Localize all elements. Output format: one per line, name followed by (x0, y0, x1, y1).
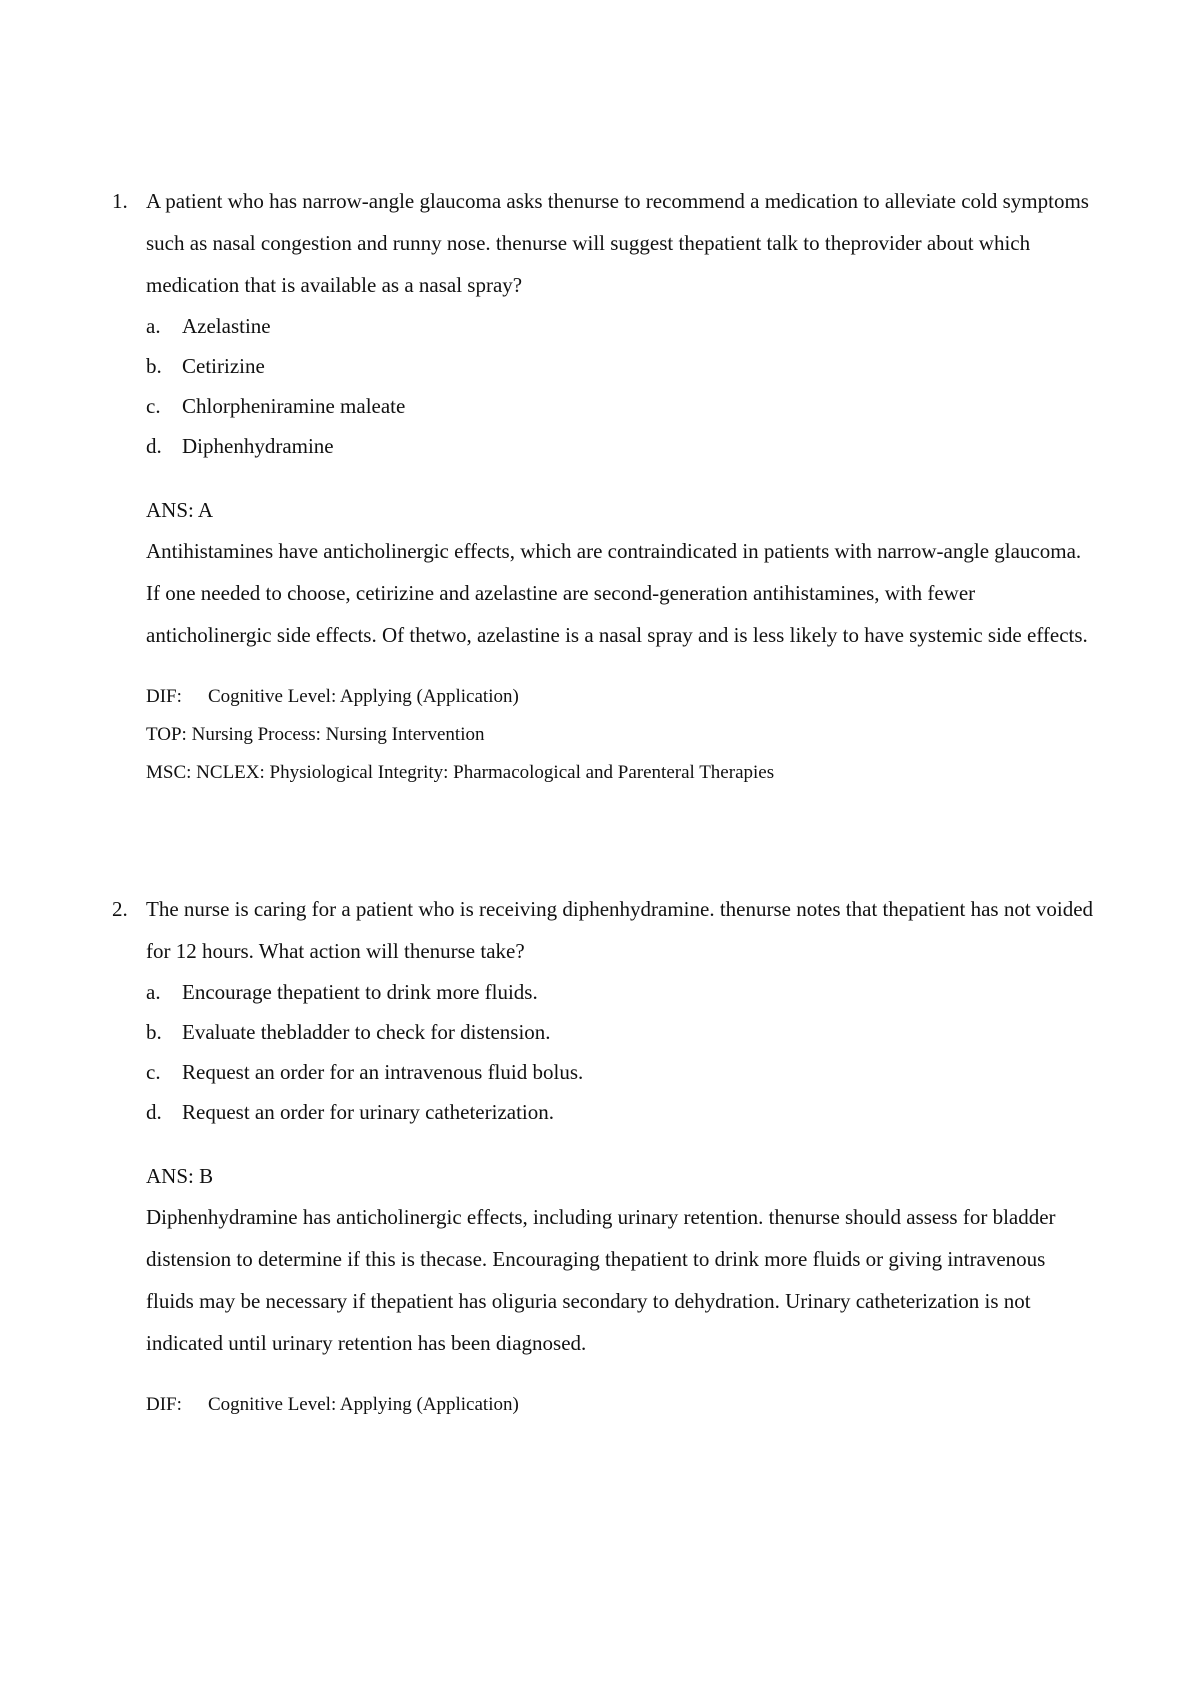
option-c (146, 1052, 1102, 1092)
question-number: 1. (112, 189, 128, 213)
question-stem (112, 180, 1102, 306)
rationale: Antihistamines have anticholinergic effects, which are contraindicated in patients with narrow-angle glaucoma. If one needed to choose, cetirizine and azelastine are second-generation antihistamines, with fewer anticholinergic side effects. Of thetwo, azelastine is a nasal spray and is less likely to have systemic side effects. (146, 539, 1088, 647)
question-text: The nurse is caring for a patient who is receiving diphenhydramine. thenurse notes that thepatient has not voided for 12 hours. What action will thenurse take? (146, 897, 1094, 963)
question-1 (112, 180, 1102, 792)
answer-block (112, 1156, 1102, 1364)
option-text: Diphenhydramine (182, 434, 334, 458)
option-letter: d. (146, 1100, 162, 1124)
topic-label: TOP: (146, 724, 187, 745)
option-letter: a. (146, 314, 161, 338)
option-text: Evaluate thebladder to check for distension. (182, 1020, 551, 1044)
answer-key: ANS: A (146, 498, 214, 522)
option-b (146, 1012, 1102, 1052)
answer-options (112, 306, 1102, 466)
option-d (146, 426, 1102, 466)
question-stem (112, 888, 1102, 972)
difficulty-label: DIF: (146, 1394, 182, 1415)
topic-row (146, 716, 1102, 754)
question-number: 2. (112, 897, 128, 921)
option-a (146, 306, 1102, 346)
topic-value: Nursing Process: Nursing Intervention (191, 724, 485, 745)
option-a (146, 972, 1102, 1012)
answer-key: ANS: B (146, 1164, 214, 1188)
option-b (146, 346, 1102, 386)
option-letter: b. (146, 1020, 162, 1044)
rationale: Diphenhydramine has anticholinergic effects, including urinary retention. thenurse should assess for bladder distension to determine if this is thecase. Encouraging thepatient to drink more fluids or giving intravenous fluids may be necessary if thepatient has oliguria secondary to dehydration. Urinary catheterization is not indicated until urinary retention has been diagnosed. (146, 1205, 1056, 1355)
option-letter: c. (146, 1060, 161, 1084)
difficulty-row (146, 1386, 1102, 1424)
difficulty-row (146, 678, 1102, 716)
difficulty-value: Cognitive Level: Applying (Application) (208, 1394, 519, 1415)
answer-block (112, 490, 1102, 656)
question-2 (112, 888, 1102, 1424)
metadata (112, 1386, 1102, 1424)
option-text: Encourage thepatient to drink more fluids. (182, 980, 538, 1004)
option-text: Azelastine (182, 314, 271, 338)
difficulty-label: DIF: (146, 686, 182, 707)
msc-label: MSC: (146, 762, 192, 783)
option-c (146, 386, 1102, 426)
metadata (112, 678, 1102, 792)
option-letter: d. (146, 434, 162, 458)
option-letter: a. (146, 980, 161, 1004)
option-text: Cetirizine (182, 354, 265, 378)
option-d (146, 1092, 1102, 1132)
difficulty-value: Cognitive Level: Applying (Application) (208, 686, 519, 707)
option-letter: b. (146, 354, 162, 378)
answer-options (112, 972, 1102, 1132)
option-text: Chlorpheniramine maleate (182, 394, 406, 418)
option-text: Request an order for urinary catheterization. (182, 1100, 555, 1124)
option-text: Request an order for an intravenous fluid bolus. (182, 1060, 584, 1084)
option-letter: c. (146, 394, 161, 418)
msc-row (146, 754, 1102, 792)
msc-value: NCLEX: Physiological Integrity: Pharmacological and Parenteral Therapies (196, 762, 775, 783)
question-text: A patient who has narrow-angle glaucoma asks thenurse to recommend a medication to alleviate cold symptoms such as nasal congestion and runny nose. thenurse will suggest thepatient talk to theprovider about which medication that is available as a nasal spray? (146, 189, 1089, 297)
